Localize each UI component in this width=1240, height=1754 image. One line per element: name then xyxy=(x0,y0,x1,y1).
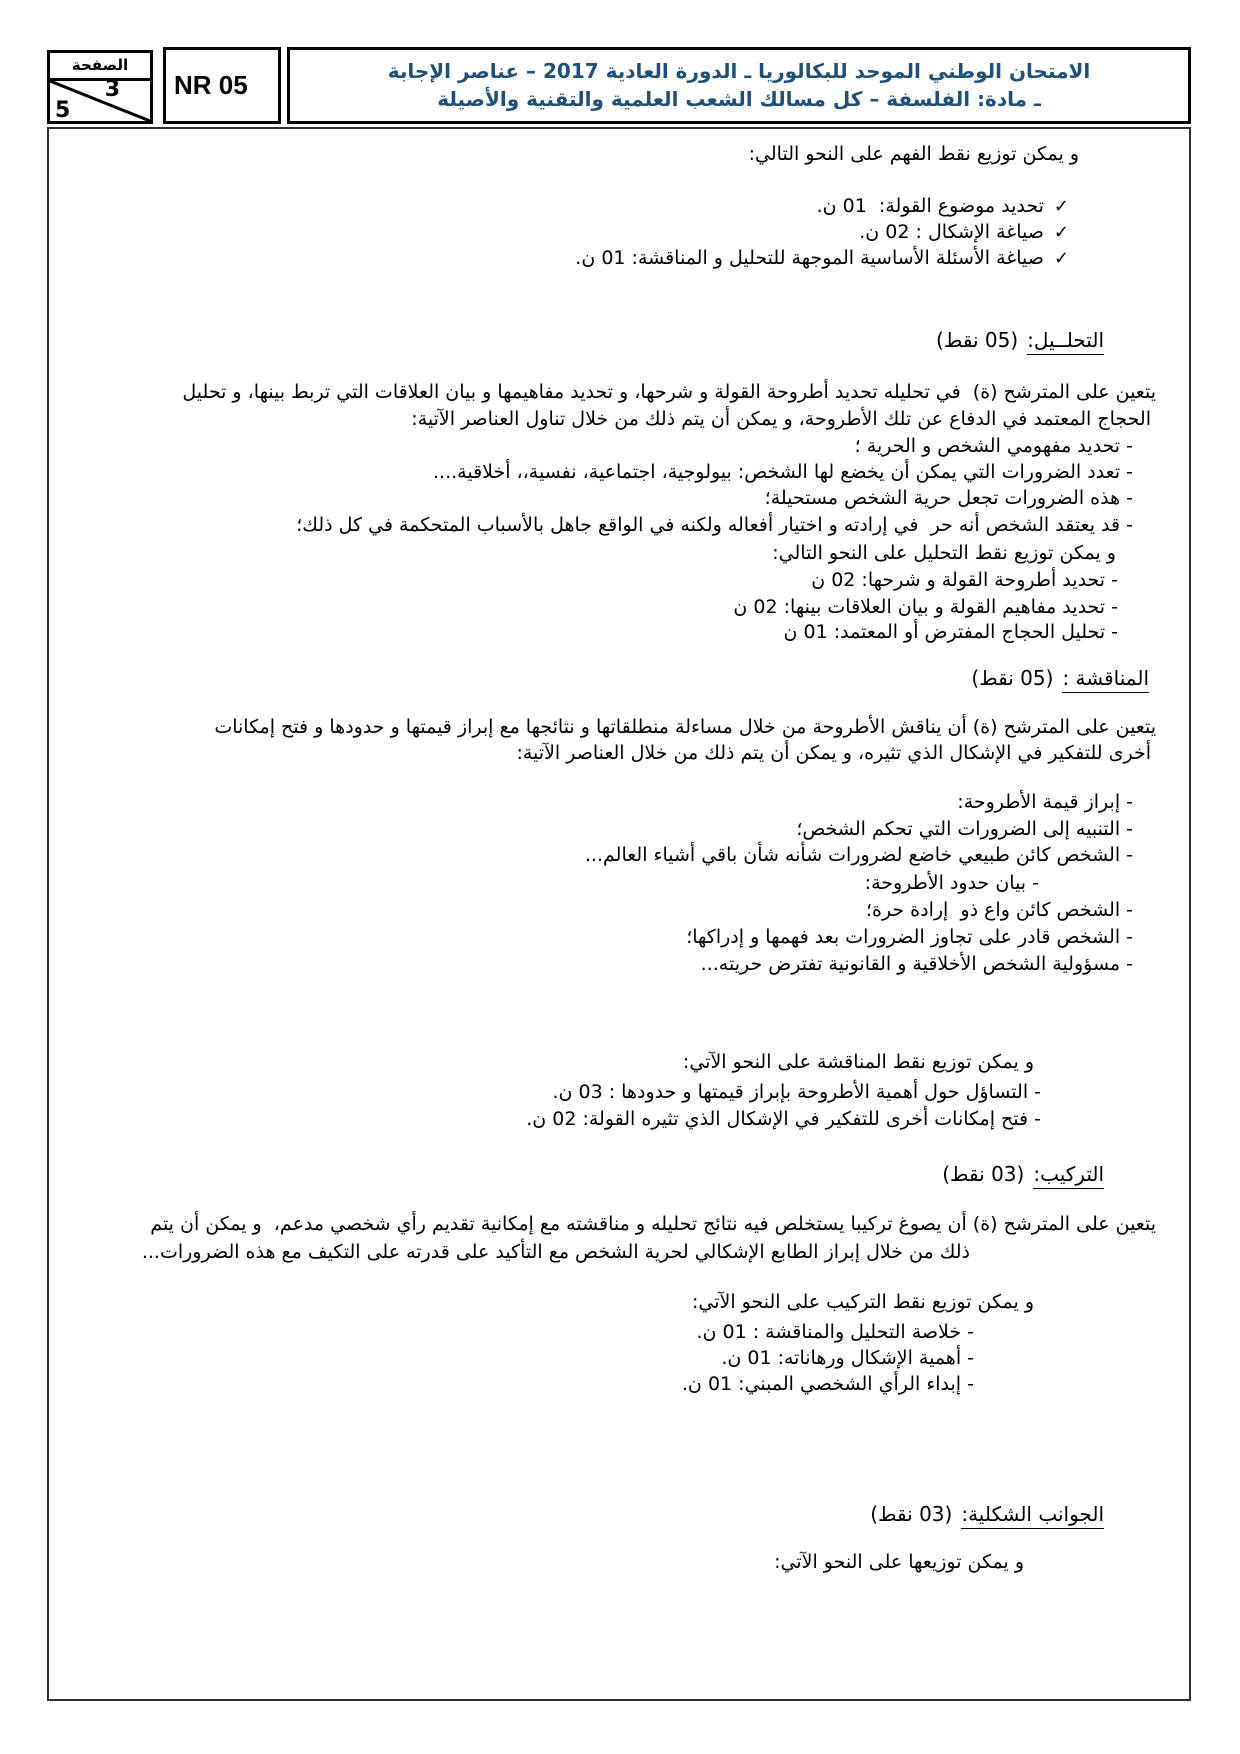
discussion-bullet: - مسؤولية الشخص الأخلاقية و القانونية تفترض حريته... xyxy=(700,953,1133,975)
discussion-bullet: - الشخص كائن واع ذو إرادة حرة؛ xyxy=(865,899,1133,921)
discussion-heading: المناقشة :(05 نقط) xyxy=(971,665,1149,691)
analysis-paragraph-line2: الحجاج المعتمد في الدفاع عن تلك الأطروحة، و يمكن أن يتم ذلك من خلال تناول العناصر الآتية: xyxy=(411,408,1151,430)
page-total: 5 xyxy=(55,98,71,123)
formal-aspects-points: (03 نقط) xyxy=(870,1502,953,1526)
discussion-paragraph-line2: أخرى للتفكير في الإشكال الذي تثيره، و يمكن أن يتم ذلك من خلال العناصر الآتية: xyxy=(516,742,1151,764)
page-fraction xyxy=(50,77,150,123)
analysis-paragraph-line1: يتعين على المترشح (ة) في تحليله تحديد أطروحة القولة و شرحها، و تحديد مفاهيمها و بيان العلاقات التي تربط بينها، و تحليل xyxy=(182,381,1156,403)
discussion-paragraph-line1: يتعين على المترشح (ة) أن يناقش الأطروحة من خلال مساءلة منطلقاتها و نتائجها مع إبراز قيمتها و حدودها و فتح إمكانات xyxy=(214,716,1156,738)
exam-code-box xyxy=(163,47,281,124)
page-label: الصفحة xyxy=(50,53,150,81)
page-current: 3 xyxy=(104,77,120,102)
analysis-distribution-item: - تحديد أطروحة القولة و شرحها: 02 ن xyxy=(811,569,1118,591)
check-icon: ✓ xyxy=(1053,222,1069,243)
exam-title-box xyxy=(287,47,1191,124)
synthesis-distribution-item: - أهمية الإشكال ورهاناته: 01 ن. xyxy=(721,1347,974,1369)
discussion-bullet: - الشخص قادر على تجاوز الضرورات بعد فهمها و إدراكها؛ xyxy=(686,926,1133,948)
exam-title-line1: الامتحان الوطني الموحد للبكالوريا ـ الدورة العادية 2017 – عناصر الإجابة xyxy=(387,59,1091,83)
discussion-points: (05 نقط) xyxy=(971,666,1054,690)
analysis-bullet: - هذه الضرورات تجعل حرية الشخص مستحيلة؛ xyxy=(764,487,1133,509)
analysis-distribution-item: - تحديد مفاهيم القولة و بيان العلاقات بينها: 02 ن xyxy=(733,596,1118,618)
formal-aspects-heading: الجوانب الشكلية:(03 نقط) xyxy=(870,1501,1104,1527)
discussion-bullet: - إبراز قيمة الأطروحة: xyxy=(957,791,1133,813)
check-icon: ✓ xyxy=(1053,248,1069,269)
formal-aspects-intro: و يمكن توزيعها على النحو الآتي: xyxy=(774,1551,1024,1573)
analysis-bullet: - قد يعتقد الشخص أنه حر في إرادته و اختيار أفعاله ولكنه في الواقع جاهل بالأسباب المتحكمة في كل ذلك؛ xyxy=(296,514,1133,536)
analysis-distribution-intro: و يمكن توزيع نقط التحليل على النحو التالي: xyxy=(772,542,1116,564)
analysis-bullet: - تحديد مفهومي الشخص و الحرية ؛ xyxy=(854,435,1133,457)
analysis-points: (05 نقط) xyxy=(936,328,1019,352)
answer-elements-frame xyxy=(47,127,1191,1701)
discussion-bullet: - الشخص كائن طبيعي خاضع لضرورات شأنه شأن باقي أشياء العالم... xyxy=(584,844,1133,866)
synthesis-paragraph-line2: ذلك من خلال إبراز الطابع الإشكالي لحرية الشخص مع التأكيد على قدرته على التكيف مع هذه الضرورات... xyxy=(141,1241,970,1263)
discussion-distribution-intro: و يمكن توزيع نقط المناقشة على النحو الآتي: xyxy=(682,1051,1034,1073)
page-number-box xyxy=(47,50,153,124)
synthesis-distribution-item: - إبداء الرأي الشخصي المبني: 01 ن. xyxy=(681,1373,974,1395)
analysis-bullet: - تعدد الضرورات التي يمكن أن يخضع لها الشخص: بيولوجية، اجتماعية، نفسية،، أخلاقية.... xyxy=(432,461,1133,483)
discussion-bullet: - التنبيه إلى الضرورات التي تحكم الشخص؛ xyxy=(796,818,1133,840)
analysis-distribution-item: - تحليل الحجاج المفترض أو المعتمد: 01 ن xyxy=(783,621,1118,643)
exam-title-line2: ـ مادة: الفلسفة – كل مسالك الشعب العلمية والتقنية والأصيلة xyxy=(437,87,1041,111)
synthesis-paragraph-line1: يتعين على المترشح (ة) أن يصوغ تركيبا يستخلص فيه نتائج تحليله و مناقشته مع إمكانية تقديم رأي شخصي مدعم، و يمكن أن يتم xyxy=(150,1213,1156,1235)
exam-code: NR 05 xyxy=(174,70,248,100)
synthesis-points: (03 نقط) xyxy=(942,1162,1025,1186)
comprehension-item: ✓صياغة الإشكال : 02 ن. xyxy=(859,221,1069,243)
comprehension-distribution-intro: و يمكن توزيع نقط الفهم على النحو التالي: xyxy=(748,143,1079,165)
check-icon: ✓ xyxy=(1053,196,1069,217)
discussion-distribution-item: - التساؤل حول أهمية الأطروحة بإبراز قيمتها و حدودها : 03 ن. xyxy=(552,1081,1041,1103)
synthesis-heading: التركيب:(03 نقط) xyxy=(942,1161,1104,1187)
analysis-heading: التحلــيل:(05 نقط) xyxy=(936,327,1104,353)
discussion-bullet-limits: - بيان حدود الأطروحة: xyxy=(864,872,1039,894)
discussion-distribution-item: - فتح إمكانات أخرى للتفكير في الإشكال الذي تثيره القولة: 02 ن. xyxy=(526,1108,1041,1130)
synthesis-distribution-intro: و يمكن توزيع نقط التركيب على النحو الآتي: xyxy=(692,1291,1034,1313)
comprehension-item: ✓تحديد موضوع القولة: 01 ن. xyxy=(816,195,1069,217)
synthesis-distribution-item: - خلاصة التحليل والمناقشة : 01 ن. xyxy=(696,1321,974,1343)
comprehension-item: ✓صياغة الأسئلة الأساسية الموجهة للتحليل و المناقشة: 01 ن. xyxy=(575,247,1069,269)
